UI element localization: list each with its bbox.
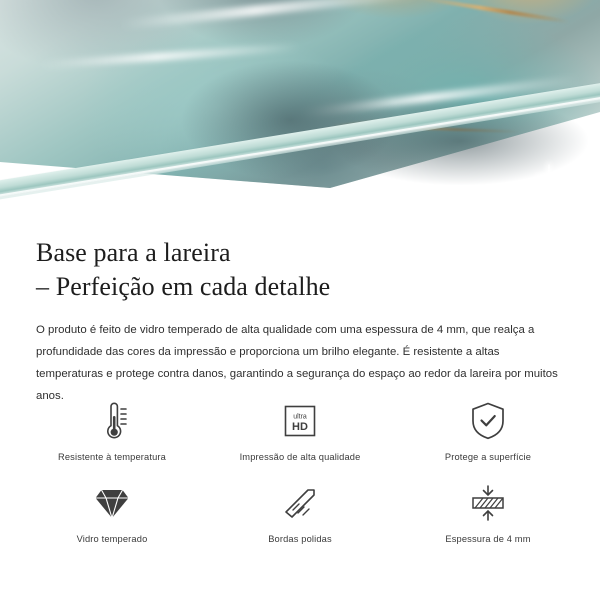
ultra-hd-icon — [279, 398, 321, 444]
feature-item — [206, 480, 394, 544]
description-paragraph: O produto é feito de vidro temperado de alta qualidade com uma espessura de 4 mm, que realça a profundidade das cores da impressão e proporciona um brilho elegante. É resistente a altas temperaturas e protege contra danos, garantindo a segurança do espaço ao redor da lareira por muitos anos. — [36, 323, 558, 403]
sparkle-icon — [556, 182, 572, 198]
feature-item — [394, 398, 582, 462]
feature-label: Impressão de alta qualidade — [239, 452, 361, 462]
polished-edges-icon — [279, 480, 321, 526]
thermometer-icon — [95, 398, 129, 444]
feature-item — [18, 480, 206, 544]
feature-label: Protege a superfície — [444, 452, 532, 462]
feature-grid — [0, 398, 600, 544]
feature-label: Vidro temperado — [76, 534, 148, 544]
text-content — [0, 222, 600, 408]
svg-text:ultra: ultra — [293, 413, 307, 421]
feature-label: Bordas polidas — [268, 534, 332, 544]
headline-line-1: Base para a lareira — [36, 238, 231, 267]
feature-item — [206, 398, 394, 462]
headline-line-2: – Perfeição em cada detalhe — [36, 272, 331, 302]
feature-label: Espessura de 4 mm — [445, 534, 531, 544]
marble-art-panel — [0, 0, 600, 218]
diamond-icon — [91, 480, 133, 526]
feature-item — [394, 480, 582, 544]
svg-text:HD: HD — [292, 421, 308, 433]
shield-check-icon — [468, 398, 508, 444]
hero-image — [0, 0, 600, 222]
thickness-arrows-icon — [467, 480, 509, 526]
page-title — [0, 222, 600, 305]
feature-item — [18, 398, 206, 462]
sparkle-icon — [536, 164, 562, 190]
feature-label: Resistente à temperatura — [58, 452, 166, 462]
